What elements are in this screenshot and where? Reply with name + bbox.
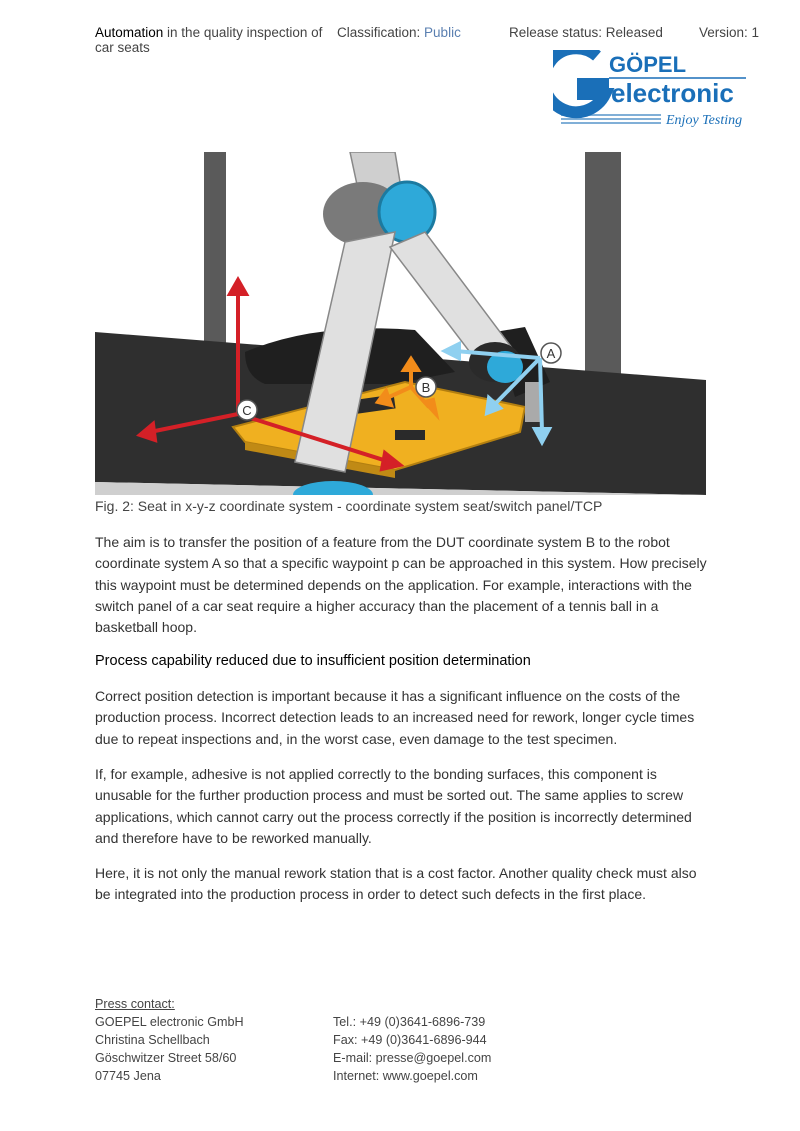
logo-dot-pattern <box>561 114 661 124</box>
label-c <box>237 400 257 420</box>
press-contact-heading: Press contact: <box>95 997 175 1011</box>
contact-company: GOEPEL electronic GmbH <box>95 1015 244 1029</box>
label-a-text: A <box>546 346 556 361</box>
figure-robot-seat <box>95 152 706 495</box>
paragraph-2: Correct position detection is important because it has a significant influence on the costs of the production process. Incorrect detection leads to an increased need for rework, longer cycle times due to repeat inspections and, in the worst case, even damage to the test specimen. <box>95 688 695 747</box>
contact-email: E-mail: presse@goepel.com <box>333 1051 492 1065</box>
paragraph-3: If, for example, adhesive is not applied correctly to the bonding surfaces, this component is unusable for the further production process and must be sorted out. The same applies to screw applications, which cannot carry out the process correctly if the position is incorrectly determined and therefore have to be reworked manually. <box>95 766 692 846</box>
paragraph-4: Here, it is not only the manual rework station that is a cost factor. Another quality check must also be integrated into the production process in order to detect such defects in the first place. <box>95 865 697 903</box>
robot-seat-illustration <box>95 152 706 495</box>
contact-person: Christina Schellbach <box>95 1033 210 1047</box>
press-contact-right <box>333 1013 491 1085</box>
classification-value: Public <box>424 25 461 40</box>
goepel-logo <box>553 50 749 130</box>
title-line2: car seats <box>95 40 150 55</box>
classification-label: Classification: <box>337 25 425 40</box>
contact-city: 07745 Jena <box>95 1069 161 1083</box>
classification <box>337 25 461 40</box>
contact-fax: Fax: +49 (0)3641-6896-944 <box>333 1033 487 1047</box>
release-status: Release status: Released <box>509 25 663 40</box>
logo-line2: electronic <box>611 78 734 108</box>
document-title <box>95 25 322 55</box>
title-accent: Automation <box>95 25 164 40</box>
logo-g-mark <box>553 50 609 112</box>
figure-caption: Fig. 2: Seat in x-y-z coordinate system - coordinate system seat/switch panel/TCP <box>95 498 603 514</box>
paragraph-1: The aim is to transfer the position of a feature from the DUT coordinate system B to the robot coordinate system A so that a specific waypoint p can be approached in this system. How precisely this waypoint must be determined depends on the application. For example, interactions with the switch panel of a car seat require a higher accuracy than the placement of a tennis ball in a basketball hoop. <box>95 534 707 636</box>
label-c-text: C <box>242 403 252 418</box>
section-subheading: Process capability reduced due to insufficient position determination <box>95 653 531 669</box>
title-rest: in the quality inspection of <box>163 25 323 40</box>
logo-line1: GÖPEL <box>609 52 687 77</box>
contact-internet: Internet: www.goepel.com <box>333 1069 478 1083</box>
press-contact-left <box>95 995 244 1085</box>
logo-tagline: Enjoy Testing <box>666 113 743 128</box>
label-b <box>416 377 436 397</box>
version: Version: 1 <box>699 25 760 40</box>
label-b-text: B <box>421 380 431 395</box>
contact-tel: Tel.: +49 (0)3641-6896-739 <box>333 1015 486 1029</box>
label-a <box>541 343 561 363</box>
contact-street: Göschwitzer Street 58/60 <box>95 1051 237 1065</box>
